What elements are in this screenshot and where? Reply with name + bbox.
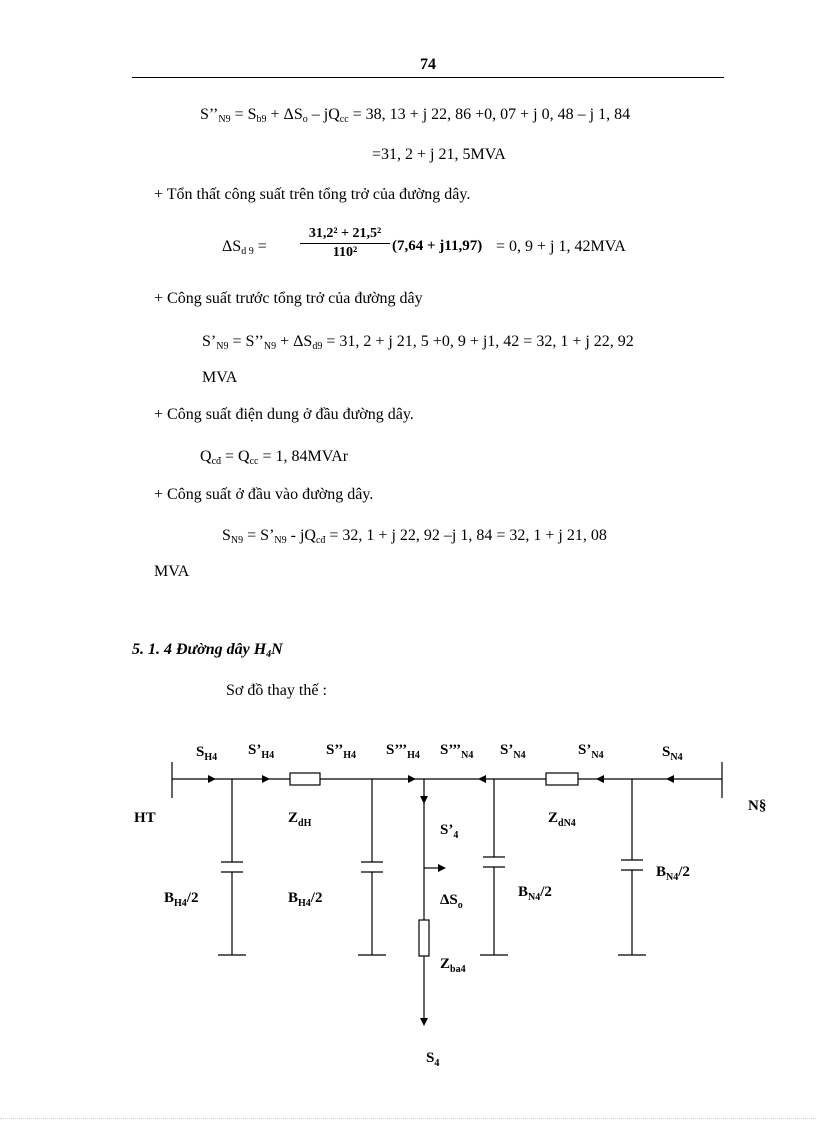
equation-1: $S’’_{N9} = S_{b9} + \Delta S_o - jQ_{cc} = 38$, 13 + j 22, 86 +0, 07 + j 0, 48 – j 1, 84 [200, 106, 631, 125]
circuit-wires [172, 762, 722, 1020]
equation-5: $S_{N9}$ = $S’_{N9} - jQ_{cđ} = 32$, 1 + j 22, 92 –j 1, 84 = 32, 1 + j 21, 08 [222, 527, 607, 546]
page-number: 74 [420, 56, 436, 73]
equation-2-lhs: $\Delta S_{d 9}$ = [222, 238, 267, 257]
diagram-label-s3n4: $S’’’_{N4}$ [440, 742, 474, 761]
section-heading: 5. 1. 4 Đường dây $H_4N$ [132, 641, 283, 660]
fraction-denominator: 110² [332, 245, 358, 260]
text-line-4: + Công suất ở đầu vào đường dây. [154, 486, 374, 503]
diagram-label-bn4a: $B_{N4}/2$ [518, 884, 552, 903]
fraction-numerator: 31,2² + 21,5² [300, 226, 390, 244]
diagram-label-s1n4a: $S’_{N4}$ [500, 742, 526, 761]
equation-5-unit: MVA [154, 563, 190, 580]
diagram-label-s2h4: $S’’_{H4}$ [326, 742, 357, 761]
diagram-label-s1n4b: $S’_{N4}$ [578, 742, 604, 761]
diagram-label-zdh: $Z_{dH}$ [288, 810, 312, 829]
diagram-label-bn4b: $B_{N4}/2$ [656, 864, 690, 883]
equation-2-factor: (7,64 + j11,97) [392, 238, 483, 254]
equation-3: $S’_{N9}$ = $S’’_{N9} + \Delta S_{d9} = 31$, 2 + j 21, 5 +0, 9 + j1, 42 = 32, 1 + j 22, 92 [202, 333, 634, 352]
diagram-label-dso: $\Delta S_o$ [440, 892, 463, 911]
diagram-caption: Sơ đồ thay thế : [226, 682, 327, 699]
equation-1-result: =31, 2 + j 21, 5MVA [372, 146, 506, 163]
diagram-label-zba4: $Z_{ba4}$ [440, 956, 466, 975]
diagram-label-bh4a: $B_{H4}/2$ [164, 890, 199, 909]
diagram-label-s3h4: $S’’’_{H4}$ [386, 742, 420, 761]
diagram-label-zdn4: $Z_{dN4}$ [548, 810, 576, 829]
equation-4: $Q_{cđ} = Q_{cc} = 1$, 84MVAr [200, 448, 349, 467]
diagram-label-sn4: $S_{N4}$ [662, 744, 683, 763]
text-line-3: + Công suất điện dung ở đầu đường dây. [154, 406, 414, 423]
diagram-label-sh4: $S_{H4}$ [196, 744, 218, 763]
diagram-label-s4: $S_4$ [426, 1050, 440, 1069]
equation-2-result: = 0, 9 + j 1, 42MVA [496, 238, 626, 255]
diagram-label-bh4b: $B_{H4}/2$ [288, 890, 323, 909]
equation-3-unit: MVA [202, 369, 238, 386]
text-line-2: + Công suất trước tổng trở của đường dây [154, 290, 423, 307]
text-line-1: + Tổn thất công suất trên tổng trở của đường dây. [154, 186, 471, 203]
diagram-label-s1h4: $S’_{H4}$ [248, 742, 275, 761]
diagram-label-ns: N§ [748, 798, 767, 814]
circuit-labels [134, 742, 766, 1069]
page-bottom-edge [0, 1118, 816, 1119]
diagram-label-s4p: $S’_4$ [440, 822, 459, 841]
diagram-label-ht: HT [134, 810, 156, 826]
